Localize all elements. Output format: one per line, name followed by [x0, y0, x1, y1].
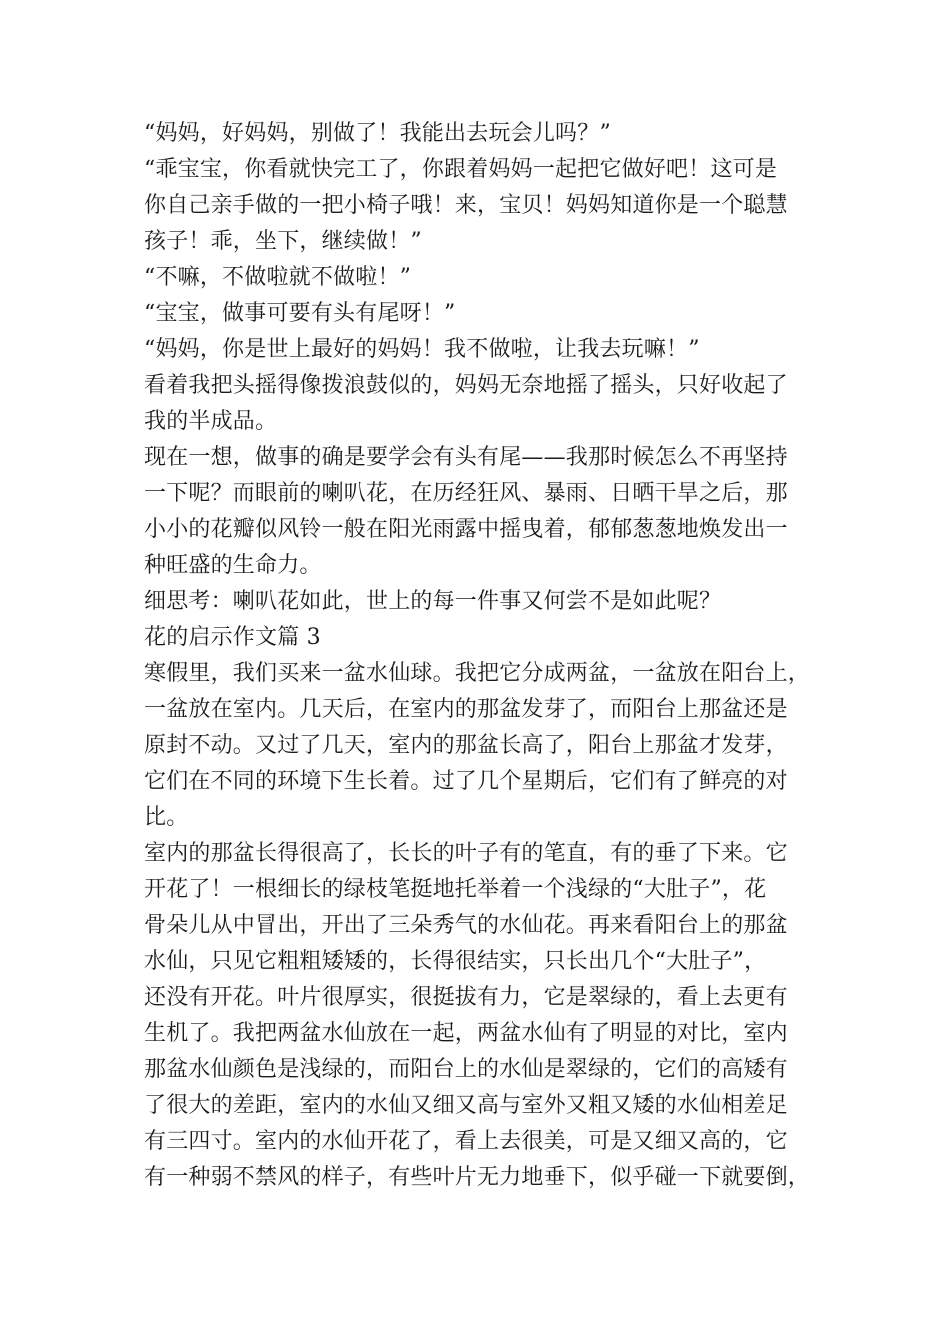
- text-line: 我的半成品。: [144, 409, 278, 434]
- text-line: 孩子！乖，坐下，继续做！”: [144, 229, 422, 254]
- text-line: 看着我把头摇得像拨浪鼓似的，妈妈无奈地摇了摇头，只好收起了: [144, 373, 788, 398]
- text-line: 它们在不同的环境下生长着。过了几个星期后，它们有了鲜亮的对: [144, 769, 788, 794]
- text-line: 了很大的差距，室内的水仙又细又高与室外又粗又矮的水仙相差足: [144, 1093, 788, 1118]
- text-line: 室内的那盆长得很高了，长长的叶子有的笔直，有的垂了下来。它: [144, 841, 788, 866]
- text-line: 现在一想，做事的确是要学会有头有尾——我那时候怎么不再坚持: [144, 445, 788, 470]
- text-line: “宝宝，做事可要有头有尾呀！”: [144, 301, 456, 326]
- text-line: 生机了。我把两盆水仙放在一起，两盆水仙有了明显的对比，室内: [144, 1021, 788, 1046]
- text-line: 你自己亲手做的一把小椅子哦！来，宝贝！妈妈知道你是一个聪慧: [144, 193, 788, 218]
- text-line: “妈妈，好妈妈，别做了！我能出去玩会儿吗？”: [144, 121, 611, 146]
- text-line: 比。: [144, 805, 189, 830]
- text-line: 一下呢？而眼前的喇叭花，在历经狂风、暴雨、日晒干旱之后，那: [144, 481, 788, 506]
- text-line: 种旺盛的生命力。: [144, 553, 322, 578]
- text-line: 还没有开花。叶片很厚实，很挺拔有力，它是翠绿的，看上去更有: [144, 985, 788, 1010]
- text-line: 一盆放在室内。几天后，在室内的那盆发芽了，而阳台上那盆还是: [144, 697, 788, 722]
- text-line: 有三四寸。室内的水仙开花了，看上去很美，可是又细又高的，它: [144, 1129, 788, 1154]
- text-line: “乖宝宝，你看就快完工了，你跟着妈妈一起把它做好吧！这可是: [144, 157, 778, 182]
- text-line: 水仙，只见它粗粗矮矮的，长得很结实，只长出几个“大肚子”，: [144, 949, 767, 974]
- text-line: 小小的花瓣似风铃一般在阳光雨露中摇曳着，郁郁葱葱地焕发出一: [144, 517, 788, 542]
- text-line: 开花了！一根细长的绿枝笔挺地托举着一个浅绿的“大肚子”，花: [144, 877, 767, 902]
- document-body: [144, 116, 844, 1196]
- text-line: 寒假里，我们买来一盆水仙球。我把它分成两盆，一盆放在阳台上，: [144, 661, 811, 686]
- text-line: 原封不动。又过了几天，室内的那盆长高了，阳台上那盆才发芽，: [144, 733, 788, 758]
- section-heading: 花的启示作文篇 3: [144, 625, 321, 650]
- text-line: 有一种弱不禁风的样子，有些叶片无力地垂下，似乎碰一下就要倒，: [144, 1165, 811, 1190]
- text-line: “妈妈，你是世上最好的妈妈！我不做啦，让我去玩嘛！”: [144, 337, 700, 362]
- text-line: 细思考：喇叭花如此，世上的每一件事又何尝不是如此呢？: [144, 589, 722, 614]
- text-line: 骨朵儿从中冒出，开出了三朵秀气的水仙花。再来看阳台上的那盆: [144, 913, 788, 938]
- text-line: “不嘛，不做啦就不做啦！”: [144, 265, 412, 290]
- text-line: 那盆水仙颜色是浅绿的，而阳台上的水仙是翠绿的，它们的高矮有: [144, 1057, 788, 1082]
